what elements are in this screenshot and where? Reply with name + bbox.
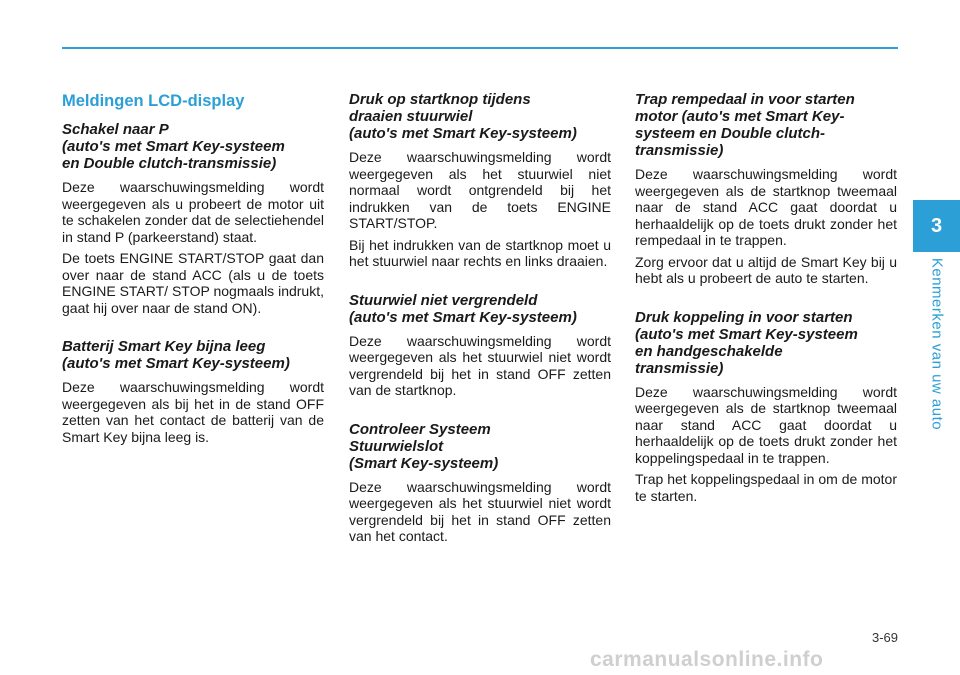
heading-line: (auto's met Smart Key-systeem) [349,125,577,142]
heading-line: Controleer Systeem [349,420,491,438]
message-block [349,421,611,545]
message-block [62,121,324,316]
message-heading [349,421,611,472]
section-title: Meldingen LCD-display [62,92,245,110]
heading-line: Druk koppeling in voor starten [635,308,853,326]
page-number: 3-69 [871,630,898,645]
heading-line: (auto's met Smart Key-systeem [635,325,858,343]
heading-line: Batterij Smart Key bijna leeg [62,338,266,355]
message-heading [635,91,897,159]
column-left [62,91,324,467]
heading-line: (Smart Key-systeem) [349,454,499,472]
message-paragraph: Zorg ervoor dat u altijd de Smart Key bij u hebt als u probeert de auto te starten. [635,253,897,286]
heading-line: motor (auto's met Smart Key- [635,108,845,125]
heading-line: Trap rempedaal in voor starten [635,91,855,108]
message-block [635,91,897,287]
watermark: carmanualsonline.info [590,648,824,671]
message-paragraph: Deze waarschuwingsmelding wordt weergegeven als de startknop tweemaal naar stand ACC gaat doordat u herhaaldelijk op de toets drukt zonder het koppelingspedaal in te trappen. [635,383,897,466]
heading-line: transmissie) [635,359,724,377]
message-heading [635,309,897,377]
message-paragraph: Deze waarschuwingsmelding wordt weergegeven als het stuurwiel niet wordt vergrendeld bij het in stand OFF zetten van de startknop. [349,332,611,398]
heading-line: Stuurwiel niet vergrendeld [349,291,538,309]
message-paragraph: Deze waarschuwingsmelding wordt weergegeven als de startknop tweemaal naar de stand ACC gaat doordat u herhaaldelijk op de toets drukt zonder het rempedaal in te trappen. [635,166,897,248]
heading-line: en handgeschakelde [635,342,783,360]
heading-line: (auto's met Smart Key-systeem) [62,355,290,372]
heading-line: (auto's met Smart Key-systeem) [349,308,577,326]
message-paragraph: Deze waarschuwingsmelding wordt weergegeven als het stuurwiel niet wordt vergrendeld bij het in stand OFF zetten van het contact. [349,478,611,544]
message-paragraph: Deze waarschuwingsmelding wordt weergegeven als bij het in de stand OFF zetten van het contact de batterij van de Smart Key bijna leeg is. [62,379,324,445]
message-heading [62,338,324,372]
heading-line: draaien stuurwiel [349,108,473,125]
message-heading [62,121,324,172]
message-paragraph: Deze waarschuwingsmelding wordt weergegeven als u probeert de motor uit te schakelen zonder dat de selectiehendel in stand P (parkeerstand) staat. [62,179,324,245]
message-block [349,91,611,270]
column-middle [349,91,611,567]
heading-line: systeem en Double clutch- [635,125,826,142]
column-right [635,91,897,526]
message-heading [349,292,611,326]
message-block [62,338,324,445]
message-heading [349,91,611,142]
message-paragraph: Deze waarschuwingsmelding wordt weergegeven als het stuurwiel niet normaal wordt ontgrendeld bij het indrukken van de toets ENGINE START/STOP. [349,149,611,231]
heading-line: Stuurwielslot [349,437,444,455]
chapter-tab: 3 [913,200,960,252]
heading-line: Druk op startknop tijdens [349,91,531,108]
message-paragraph: Bij het indrukken van de startknop moet u het stuurwiel naar rechts en links draaien. [349,236,611,269]
heading-line: en Double clutch-transmissie) [62,155,277,172]
message-paragraph: Trap het koppelingspedaal in om de motor te starten. [635,471,897,504]
heading-line: Schakel naar P [62,121,169,138]
message-paragraph: De toets ENGINE START/STOP gaat dan over naar de stand ACC (als u de toets ENGINE START/ STOP nogmaals indrukt, gaat hij over naar de stand ON). [62,250,324,316]
header-rule [62,47,898,49]
heading-line: transmissie) [635,142,724,159]
message-block [635,309,897,505]
message-block [349,292,611,399]
chapter-title: Kenmerken van uw auto [928,257,946,431]
heading-line: (auto's met Smart Key-systeem [62,138,285,155]
